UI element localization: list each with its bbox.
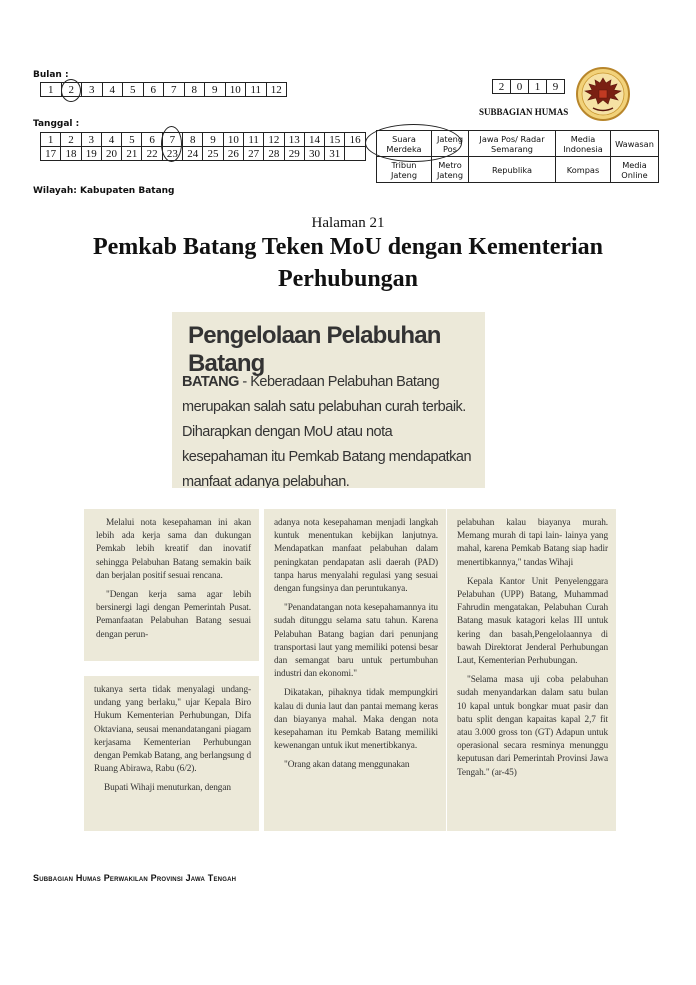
date-cell: 9 <box>203 133 223 147</box>
month-cell: 4 <box>102 83 123 97</box>
clipping-lead <box>182 370 478 488</box>
date-cell: 18 <box>61 147 81 161</box>
date-cell: 17 <box>41 147 61 161</box>
page-number: Halaman 21 <box>311 215 385 231</box>
media-metro: Metro Jateng <box>432 157 469 183</box>
date-cell <box>345 147 365 161</box>
date-cell: 10 <box>223 133 243 147</box>
date-cell: 3 <box>81 133 101 147</box>
media-wawasan: Wawasan <box>611 131 659 157</box>
date-cell: 24 <box>183 147 203 161</box>
month-cell: 11 <box>246 83 267 97</box>
date-cell: 20 <box>101 147 121 161</box>
date-cell: 27 <box>243 147 263 161</box>
dept-label: SUBBAGIAN HUMAS <box>479 107 569 117</box>
year-digit: 1 <box>529 80 547 94</box>
clipping-headline: Pengelolaan Pelabuhan Batang <box>188 322 441 377</box>
selected-date-circle <box>161 126 182 162</box>
wilayah-label: Wilayah: Kabupaten Batang <box>33 186 175 196</box>
year-table <box>492 79 565 94</box>
month-cell: 1 <box>41 83 62 97</box>
date-cell: 12 <box>264 133 284 147</box>
article-title: Pemkab Batang Teken MoU dengan Kementerian Perhubungan <box>92 234 604 292</box>
clip-paragraph: Kepala Kantor Unit Penyelenggara Pelabuhan (UPP) Batang, Muhammad Fahrudin mengatakan, Pelabuhan Curah Batang masuk katagori kelas III untuk kering dan basah,Pengelolaannya di bawah Direktorat Jenderal Perhubungan Laut, Kementerian Perhubungan. <box>457 576 608 667</box>
date-cell: 23 <box>162 147 182 161</box>
month-cell: 6 <box>143 83 164 97</box>
year-digit: 0 <box>511 80 529 94</box>
clip-paragraph: pelabuhan kalau biayanya murah. Memang murah di tapi lain- lainya yang mahal, karena Pemkab Batang siap hadir menertibkannya," tandas Wihaji <box>457 518 608 568</box>
bulan-label: Bulan : <box>33 70 69 80</box>
media-jawa-pos: Jawa Pos/ Radar Semarang <box>469 131 556 157</box>
clip-paragraph: "Orang akan datang menggunakan <box>284 760 410 771</box>
clip-paragraph: Melalui nota kesepahaman ini akan lebih ada kerja sama dan dukungan Pemkab lebih kreatif dan inovatif sehingga Pelabuhan Batang semakin baik dan berjalan positif sesuai rencana. <box>96 518 251 581</box>
date-cell: 22 <box>142 147 162 161</box>
date-cell: 7 <box>162 133 182 147</box>
date-cell: 29 <box>284 147 304 161</box>
month-cell: 8 <box>184 83 205 97</box>
tanggal-label: Tanggal : <box>33 119 80 129</box>
month-cell: 10 <box>225 83 246 97</box>
year-digit: 2 <box>493 80 511 94</box>
clip-paragraph: "Selama masa uji coba pelabuhan sudah menyandarkan dalam satu bulan 10 kapal untuk bongkar muat pasir dan batu split dengan kapaitas kapal 2,7 fit atau 3.000 gross ton (GT) Adapun untuk operasional secara resminya menunggu keputusan dari Pemerintah Provinsi Jawa Tengah." (ar-45) <box>457 675 608 778</box>
date-cell: 4 <box>101 133 121 147</box>
month-cell: 2 <box>61 83 82 97</box>
media-tribun: Tribun Jateng <box>377 157 432 183</box>
clipping-col2 <box>264 509 446 831</box>
date-cell: 8 <box>183 133 203 147</box>
clipping-col3 <box>447 509 616 831</box>
footer-text: Subbagian Humas Perwakilan Provinsi Jawa Tengah <box>33 873 237 883</box>
clip-paragraph: tukanya serta tidak menyalagi undang-undang yang berlaku," ujar Kepala Biro Hukum Kementerian Perhubungan, Difa Oktaviana, seusai menandatangani piagam kerjasama Kementerian Perhubungan dengan Pemkab Batang, ang berlangsung d Ruang Abirawa, Rabu (6/2). <box>94 685 251 775</box>
year-digit: 9 <box>547 80 565 94</box>
date-cell: 15 <box>325 133 345 147</box>
date-cell: 30 <box>304 147 324 161</box>
clipping-col1-bottom <box>84 676 259 831</box>
clip-paragraph: adanya nota kesepahaman menjadi langkah kuntuk menentukan kebijkan lanjutnya. Mendapatkan manfaat pelabuhan dalam peningkatan pendapatan asli daerah (PAD) tanpa harus menyalahi regulasi yang sesuai dengan fungsinya dan peruntukanya. <box>274 518 438 595</box>
clipping-lead-text: - Keberadaan Pelabuhan Batang merupakan salah satu pelabuhan curah terbaik. Diharapkan dengan MoU atau nota kesepahaman itu Pemkab Batang mendapatkan manfaat adanya pelabuhan. <box>182 374 472 488</box>
clip-paragraph: Dikatakan, pihaknya tidak mempungkiri kalau di dunia laut dan pantai memang keras dan biayanya mahal. Maka dengan nota kesepahaman itu Pemkab Batang memiliki kewenangan untuk ikut menertibkanya. <box>274 688 438 752</box>
date-cell: 21 <box>122 147 142 161</box>
date-cell: 11 <box>243 133 263 147</box>
month-cell: 12 <box>266 83 287 97</box>
date-cell: 31 <box>325 147 345 161</box>
clip-paragraph: Bupati Wihaji menuturkan, dengan <box>104 783 231 794</box>
clipping-col1-top <box>84 509 259 661</box>
month-cell: 5 <box>123 83 144 97</box>
date-cell: 26 <box>223 147 243 161</box>
media-media-indonesia: Media Indonesia <box>556 131 611 157</box>
date-cell: 1 <box>41 133 61 147</box>
selected-media-circle <box>365 124 462 162</box>
date-cell: 6 <box>142 133 162 147</box>
media-suara-merdeka: Suara Merdeka <box>377 131 432 157</box>
clip-paragraph: "Dengan kerja sama agar lebih bersinergi lagi dengan Pemerintah Pusat. Pemanfaatan Pelabuhan Batang sesuai dengan perun- <box>96 590 251 640</box>
date-cell: 5 <box>122 133 142 147</box>
media-online: Media Online <box>611 157 659 183</box>
date-cell: 16 <box>345 133 365 147</box>
media-kompas: Kompas <box>556 157 611 183</box>
media-jateng-pos: Jateng Pos <box>432 131 469 157</box>
media-republika: Republika <box>469 157 556 183</box>
selected-month-circle <box>61 79 81 102</box>
month-cell: 9 <box>205 83 226 97</box>
garuda-emblem-icon <box>575 66 631 122</box>
date-cell: 28 <box>264 147 284 161</box>
clip-paragraph: "Penandatangan nota kesepahamannya itu sudah ditunggu selama satu tahun. Karena Pelabuhan Batang bagian dari penunjang transportasi laut yang memiliki potensi besar dan semangat baru untuk pertumbuhan industri dan ekonomi." <box>274 603 438 680</box>
date-cell: 13 <box>284 133 304 147</box>
clipping-lead-box <box>172 312 485 488</box>
date-cell: 19 <box>81 147 101 161</box>
month-cell: 7 <box>164 83 185 97</box>
date-cell: 25 <box>203 147 223 161</box>
date-table <box>40 132 366 161</box>
date-cell: 14 <box>304 133 324 147</box>
date-cell: 2 <box>61 133 81 147</box>
clipping-dateline: BATANG <box>182 374 239 390</box>
month-cell: 3 <box>82 83 103 97</box>
